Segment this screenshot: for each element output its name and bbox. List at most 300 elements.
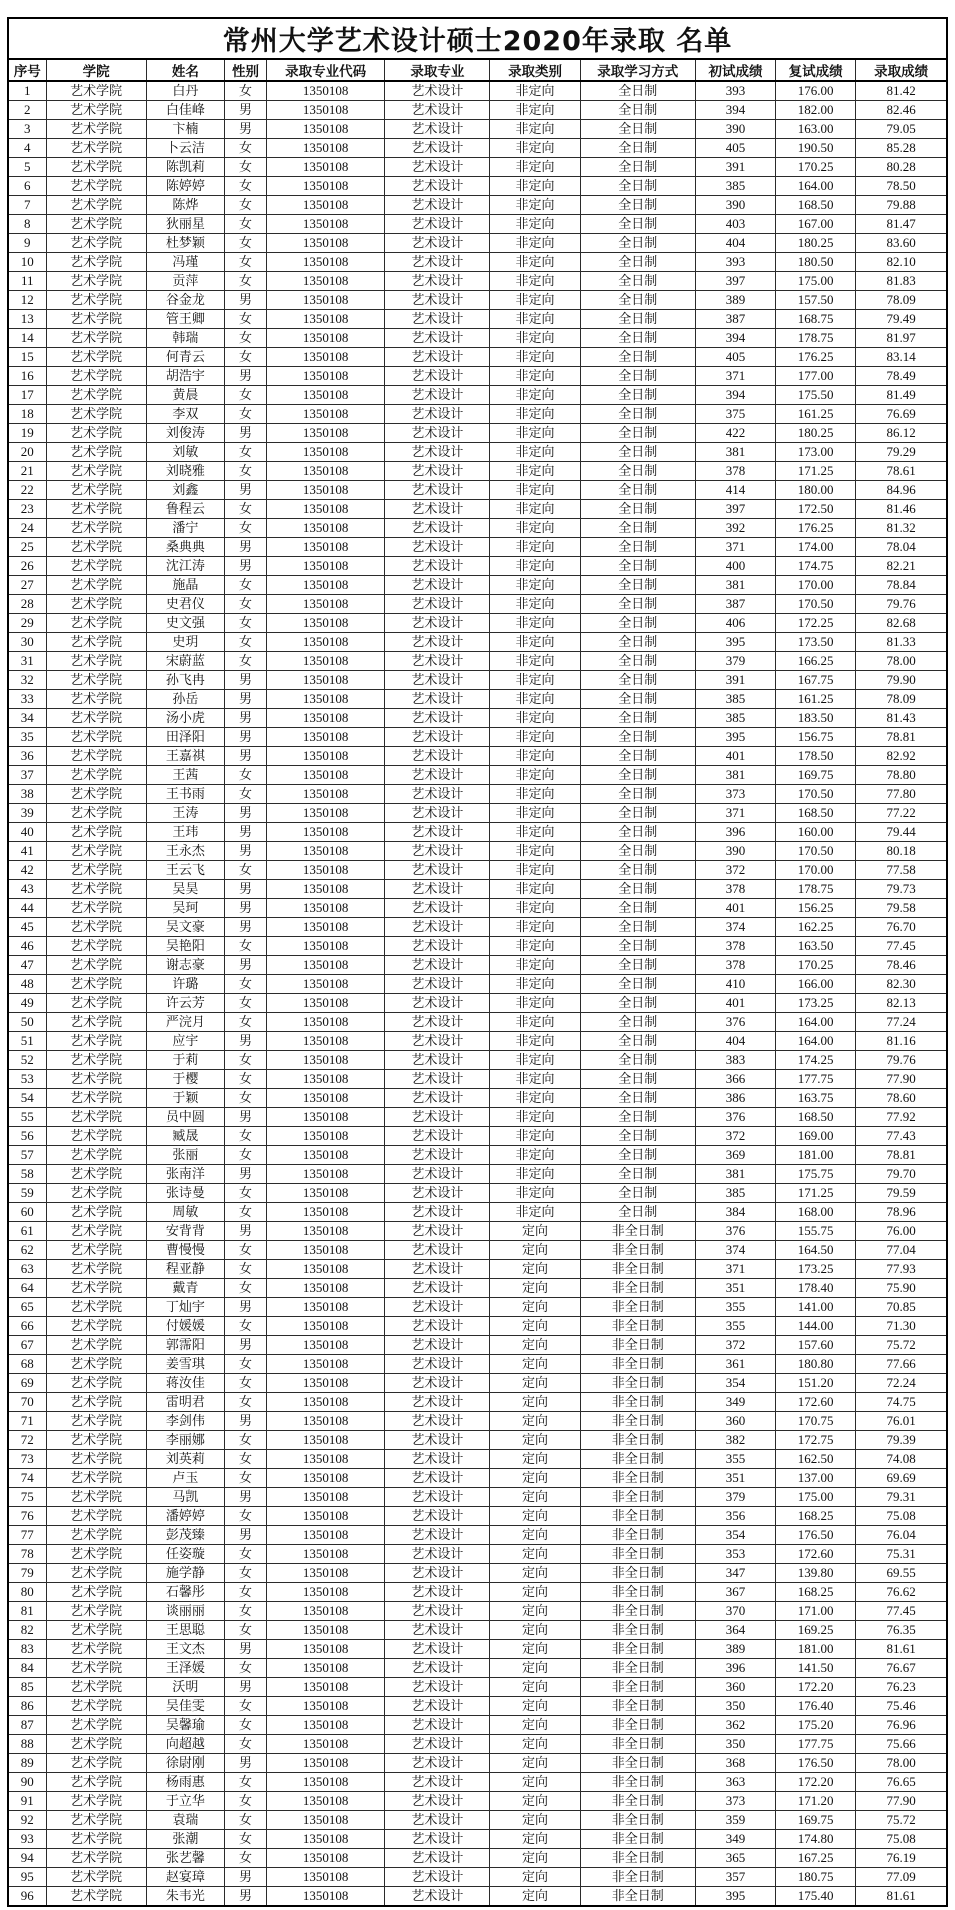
- table-cell: 78.09: [856, 291, 947, 310]
- table-cell: 20: [8, 443, 46, 462]
- table-cell: 定向: [490, 1640, 580, 1659]
- table-cell: 81.97: [856, 329, 947, 348]
- table-cell: 75.08: [856, 1507, 947, 1526]
- table-row: [8, 899, 947, 918]
- table-cell: 艺术设计: [385, 1621, 490, 1640]
- table-cell: 74: [8, 1469, 46, 1488]
- table-cell: 24: [8, 519, 46, 538]
- table-row: [8, 1716, 947, 1735]
- table-cell: 艺术设计: [385, 728, 490, 747]
- table-cell: 非定向: [490, 139, 580, 158]
- table-cell: 汤小虎: [146, 709, 224, 728]
- table-cell: 81.61: [856, 1640, 947, 1659]
- table-cell: 1350108: [267, 1241, 385, 1260]
- table-row: [8, 1488, 947, 1507]
- table-cell: 艺术学院: [46, 1887, 146, 1907]
- table-cell: 全日制: [580, 880, 695, 899]
- table-cell: 182.00: [776, 101, 856, 120]
- table-cell: 1350108: [267, 823, 385, 842]
- table-cell: 非定向: [490, 538, 580, 557]
- table-cell: 174.75: [776, 557, 856, 576]
- table-cell: 定向: [490, 1336, 580, 1355]
- table-cell: 应宇: [146, 1032, 224, 1051]
- table-cell: 全日制: [580, 804, 695, 823]
- table-cell: 2: [8, 101, 46, 120]
- table-cell: 349: [695, 1393, 775, 1412]
- table-cell: 168.50: [776, 196, 856, 215]
- table-cell: 31: [8, 652, 46, 671]
- table-cell: 女: [224, 81, 266, 101]
- table-cell: 艺术学院: [46, 690, 146, 709]
- table-cell: 周敏: [146, 1203, 224, 1222]
- table-cell: 女: [224, 1811, 266, 1830]
- table-cell: 392: [695, 519, 775, 538]
- table-row: [8, 861, 947, 880]
- table-cell: 404: [695, 234, 775, 253]
- table-cell: 1350108: [267, 215, 385, 234]
- table-cell: 郭霈阳: [146, 1336, 224, 1355]
- table-cell: 1350108: [267, 937, 385, 956]
- table-cell: 全日制: [580, 899, 695, 918]
- table-cell: 艺术学院: [46, 1678, 146, 1697]
- table-cell: 78.00: [856, 652, 947, 671]
- table-cell: 非定向: [490, 1184, 580, 1203]
- table-cell: 艺术设计: [385, 804, 490, 823]
- table-cell: 全日制: [580, 937, 695, 956]
- table-row: [8, 1241, 947, 1260]
- table-row: [8, 1811, 947, 1830]
- table-cell: 艺术设计: [385, 348, 490, 367]
- table-cell: 79.31: [856, 1488, 947, 1507]
- table-cell: 非定向: [490, 614, 580, 633]
- table-cell: 非全日制: [580, 1374, 695, 1393]
- table-cell: 393: [695, 81, 775, 101]
- table-cell: 1350108: [267, 1830, 385, 1849]
- table-cell: 78.84: [856, 576, 947, 595]
- table-cell: 1350108: [267, 557, 385, 576]
- table-cell: 男: [224, 823, 266, 842]
- table-cell: 51: [8, 1032, 46, 1051]
- table-cell: 艺术设计: [385, 367, 490, 386]
- table-cell: 79.29: [856, 443, 947, 462]
- table-cell: 艺术设计: [385, 424, 490, 443]
- table-cell: 男: [224, 1868, 266, 1887]
- table-cell: 全日制: [580, 1032, 695, 1051]
- table-cell: 156.75: [776, 728, 856, 747]
- table-cell: 女: [224, 1279, 266, 1298]
- table-cell: 79.49: [856, 310, 947, 329]
- table-cell: 81: [8, 1602, 46, 1621]
- table-cell: 全日制: [580, 215, 695, 234]
- table-cell: 女: [224, 196, 266, 215]
- table-cell: 1350108: [267, 291, 385, 310]
- table-cell: 170.00: [776, 861, 856, 880]
- table-cell: 女: [224, 652, 266, 671]
- table-cell: 艺术学院: [46, 975, 146, 994]
- table-cell: 175.40: [776, 1887, 856, 1907]
- table-cell: 施晶: [146, 576, 224, 595]
- table-cell: 艺术设计: [385, 1811, 490, 1830]
- table-cell: 1350108: [267, 652, 385, 671]
- table-cell: 艺术设计: [385, 1108, 490, 1127]
- table-cell: 82.46: [856, 101, 947, 120]
- table-cell: 390: [695, 842, 775, 861]
- table-cell: 21: [8, 462, 46, 481]
- table-cell: 全日制: [580, 462, 695, 481]
- table-cell: 非定向: [490, 633, 580, 652]
- table-cell: 吴佳雯: [146, 1697, 224, 1716]
- table-cell: 艺术设计: [385, 329, 490, 348]
- page-title: 常州大学艺术设计硕士2020年录取 名单: [8, 18, 947, 59]
- table-cell: 47: [8, 956, 46, 975]
- table-cell: 张艺馨: [146, 1849, 224, 1868]
- table-cell: 非全日制: [580, 1849, 695, 1868]
- table-cell: 员中圆: [146, 1108, 224, 1127]
- table-row: [8, 196, 947, 215]
- table-cell: 357: [695, 1868, 775, 1887]
- table-cell: 女: [224, 1773, 266, 1792]
- table-cell: 175.00: [776, 272, 856, 291]
- table-cell: 非全日制: [580, 1355, 695, 1374]
- header-cell: 初试成绩: [695, 59, 775, 81]
- table-cell: 1350108: [267, 367, 385, 386]
- table-cell: 390: [695, 120, 775, 139]
- table-row: [8, 1108, 947, 1127]
- table-row: [8, 1640, 947, 1659]
- table-cell: 75.46: [856, 1697, 947, 1716]
- table-cell: 女: [224, 1830, 266, 1849]
- table-row: [8, 253, 947, 272]
- table-cell: 定向: [490, 1545, 580, 1564]
- table-cell: 艺术设计: [385, 1526, 490, 1545]
- table-cell: 40: [8, 823, 46, 842]
- table-row: [8, 1412, 947, 1431]
- title-row: [8, 18, 947, 59]
- table-cell: 艺术设计: [385, 1412, 490, 1431]
- table-cell: 定向: [490, 1526, 580, 1545]
- table-row: [8, 1868, 947, 1887]
- table-cell: 艺术学院: [46, 500, 146, 519]
- table-cell: 368: [695, 1754, 775, 1773]
- table-cell: 168.50: [776, 804, 856, 823]
- table-cell: 404: [695, 1032, 775, 1051]
- table-cell: 168.00: [776, 1203, 856, 1222]
- table-cell: 雷明君: [146, 1393, 224, 1412]
- table-cell: 78.09: [856, 690, 947, 709]
- table-cell: 非定向: [490, 215, 580, 234]
- table-cell: 175.50: [776, 386, 856, 405]
- table-cell: 定向: [490, 1507, 580, 1526]
- table-cell: 艺术学院: [46, 1640, 146, 1659]
- table-cell: 定向: [490, 1602, 580, 1621]
- table-cell: 366: [695, 1070, 775, 1089]
- table-cell: 1350108: [267, 1754, 385, 1773]
- table-cell: 艺术设计: [385, 1355, 490, 1374]
- table-cell: 桑典典: [146, 538, 224, 557]
- table-cell: 379: [695, 652, 775, 671]
- table-cell: 84: [8, 1659, 46, 1678]
- table-cell: 77.80: [856, 785, 947, 804]
- table-cell: 定向: [490, 1735, 580, 1754]
- table-cell: 1350108: [267, 1051, 385, 1070]
- table-cell: 64: [8, 1279, 46, 1298]
- table-cell: 全日制: [580, 139, 695, 158]
- table-cell: 350: [695, 1735, 775, 1754]
- table-row: [8, 1602, 947, 1621]
- table-cell: 刘俊涛: [146, 424, 224, 443]
- table-cell: 422: [695, 424, 775, 443]
- table-cell: 76.67: [856, 1659, 947, 1678]
- table-cell: 艺术设计: [385, 1583, 490, 1602]
- table-cell: 全日制: [580, 253, 695, 272]
- table-cell: 女: [224, 158, 266, 177]
- table-cell: 女: [224, 215, 266, 234]
- table-cell: 贡萍: [146, 272, 224, 291]
- table-cell: 1350108: [267, 1868, 385, 1887]
- table-cell: 176.25: [776, 348, 856, 367]
- table-cell: 非全日制: [580, 1811, 695, 1830]
- table-cell: 81.49: [856, 386, 947, 405]
- table-cell: 朱韦光: [146, 1887, 224, 1907]
- table-cell: 381: [695, 766, 775, 785]
- table-cell: 157.50: [776, 291, 856, 310]
- table-cell: 46: [8, 937, 46, 956]
- table-cell: 78.61: [856, 462, 947, 481]
- table-cell: 艺术学院: [46, 1051, 146, 1070]
- table-row: [8, 994, 947, 1013]
- table-cell: 173.00: [776, 443, 856, 462]
- table-cell: 172.20: [776, 1773, 856, 1792]
- table-cell: 全日制: [580, 861, 695, 880]
- table-cell: 405: [695, 139, 775, 158]
- table-cell: 77.43: [856, 1127, 947, 1146]
- header-cell: 复试成绩: [776, 59, 856, 81]
- table-cell: 1350108: [267, 880, 385, 899]
- table-cell: 82.10: [856, 253, 947, 272]
- table-cell: 395: [695, 1887, 775, 1907]
- table-cell: 364: [695, 1621, 775, 1640]
- table-cell: 艺术设计: [385, 101, 490, 120]
- table-cell: 艺术设计: [385, 405, 490, 424]
- table-cell: 168.50: [776, 1108, 856, 1127]
- table-cell: 172.25: [776, 614, 856, 633]
- table-cell: 372: [695, 1127, 775, 1146]
- table-cell: 艺术学院: [46, 747, 146, 766]
- table-cell: 艺术学院: [46, 1089, 146, 1108]
- table-cell: 定向: [490, 1659, 580, 1678]
- table-cell: 176.50: [776, 1526, 856, 1545]
- table-row: [8, 1298, 947, 1317]
- table-cell: 女: [224, 1260, 266, 1279]
- table-cell: 艺术设计: [385, 1165, 490, 1184]
- table-row: [8, 1469, 947, 1488]
- table-cell: 施学静: [146, 1564, 224, 1583]
- table-cell: 全日制: [580, 120, 695, 139]
- table-cell: 艺术设计: [385, 766, 490, 785]
- table-cell: 1350108: [267, 1431, 385, 1450]
- table-cell: 男: [224, 671, 266, 690]
- table-cell: 王云飞: [146, 861, 224, 880]
- table-cell: 77.66: [856, 1355, 947, 1374]
- table-cell: 395: [695, 633, 775, 652]
- table-cell: 93: [8, 1830, 46, 1849]
- table-cell: 女: [224, 1849, 266, 1868]
- table-cell: 男: [224, 956, 266, 975]
- table-cell: 男: [224, 1336, 266, 1355]
- table-cell: 全日制: [580, 272, 695, 291]
- table-cell: 艺术学院: [46, 462, 146, 481]
- table-cell: 75.08: [856, 1830, 947, 1849]
- table-cell: 艺术设计: [385, 1298, 490, 1317]
- table-cell: 79.88: [856, 196, 947, 215]
- table-row: [8, 709, 947, 728]
- table-cell: 艺术设计: [385, 1564, 490, 1583]
- table-cell: 190.50: [776, 139, 856, 158]
- table-cell: 女: [224, 1564, 266, 1583]
- table-cell: 170.50: [776, 595, 856, 614]
- table-cell: 1350108: [267, 253, 385, 272]
- table-cell: 非全日制: [580, 1298, 695, 1317]
- table-cell: 艺术学院: [46, 1393, 146, 1412]
- table-row: [8, 1830, 947, 1849]
- table-cell: 90: [8, 1773, 46, 1792]
- table-cell: 艺术设计: [385, 1146, 490, 1165]
- table-cell: 任姿璇: [146, 1545, 224, 1564]
- table-cell: 1350108: [267, 1070, 385, 1089]
- table-cell: 1350108: [267, 975, 385, 994]
- table-cell: 李剑伟: [146, 1412, 224, 1431]
- table-cell: 宋蔚蓝: [146, 652, 224, 671]
- table-cell: 丁灿宇: [146, 1298, 224, 1317]
- table-cell: 何青云: [146, 348, 224, 367]
- table-cell: 艺术学院: [46, 1488, 146, 1507]
- table-cell: 非定向: [490, 842, 580, 861]
- table-cell: 353: [695, 1545, 775, 1564]
- table-cell: 艺术设计: [385, 994, 490, 1013]
- table-cell: 181.00: [776, 1640, 856, 1659]
- table-cell: 79.39: [856, 1431, 947, 1450]
- table-cell: 96: [8, 1887, 46, 1907]
- table-row: [8, 158, 947, 177]
- table-cell: 艺术学院: [46, 1735, 146, 1754]
- table-cell: 非定向: [490, 177, 580, 196]
- table-cell: 77.92: [856, 1108, 947, 1127]
- table-cell: 49: [8, 994, 46, 1013]
- table-cell: 362: [695, 1716, 775, 1735]
- table-cell: 马凯: [146, 1488, 224, 1507]
- table-cell: 艺术设计: [385, 1716, 490, 1735]
- table-cell: 156.25: [776, 899, 856, 918]
- table-cell: 81.16: [856, 1032, 947, 1051]
- table-cell: 非定向: [490, 861, 580, 880]
- table-row: [8, 1697, 947, 1716]
- table-cell: 1350108: [267, 1279, 385, 1298]
- table-cell: 女: [224, 1146, 266, 1165]
- table-cell: 非定向: [490, 937, 580, 956]
- table-cell: 77: [8, 1526, 46, 1545]
- table-cell: 82.21: [856, 557, 947, 576]
- table-cell: 女: [224, 443, 266, 462]
- table-cell: 男: [224, 1754, 266, 1773]
- table-cell: 艺术设计: [385, 899, 490, 918]
- table-row: [8, 557, 947, 576]
- table-cell: 360: [695, 1412, 775, 1431]
- table-cell: 非全日制: [580, 1868, 695, 1887]
- table-cell: 全日制: [580, 386, 695, 405]
- table-cell: 170.25: [776, 956, 856, 975]
- table-cell: 171.25: [776, 462, 856, 481]
- table-cell: 艺术学院: [46, 367, 146, 386]
- table-cell: 非全日制: [580, 1792, 695, 1811]
- table-cell: 1350108: [267, 671, 385, 690]
- table-cell: 80.18: [856, 842, 947, 861]
- table-cell: 359: [695, 1811, 775, 1830]
- table-cell: 定向: [490, 1374, 580, 1393]
- table-cell: 77.90: [856, 1792, 947, 1811]
- table-cell: 45: [8, 918, 46, 937]
- table-cell: 许云芳: [146, 994, 224, 1013]
- table-cell: 1350108: [267, 1355, 385, 1374]
- table-cell: 全日制: [580, 424, 695, 443]
- table-cell: 艺术学院: [46, 1355, 146, 1374]
- table-row: [8, 728, 947, 747]
- table-cell: 孙岳: [146, 690, 224, 709]
- table-cell: 艺术设计: [385, 1032, 490, 1051]
- table-cell: 女: [224, 937, 266, 956]
- table-cell: 385: [695, 177, 775, 196]
- table-cell: 全日制: [580, 614, 695, 633]
- table-cell: 155.75: [776, 1222, 856, 1241]
- table-cell: 78: [8, 1545, 46, 1564]
- table-cell: 173.25: [776, 1260, 856, 1279]
- table-cell: 376: [695, 1013, 775, 1032]
- table-cell: 401: [695, 747, 775, 766]
- table-cell: 137.00: [776, 1469, 856, 1488]
- table-cell: 艺术学院: [46, 1564, 146, 1583]
- table-cell: 女: [224, 1735, 266, 1754]
- table-cell: 艺术学院: [46, 386, 146, 405]
- table-cell: 396: [695, 823, 775, 842]
- table-cell: 77.93: [856, 1260, 947, 1279]
- table-cell: 406: [695, 614, 775, 633]
- table-cell: 76.62: [856, 1583, 947, 1602]
- table-cell: 艺术学院: [46, 1659, 146, 1678]
- table-cell: 艺术学院: [46, 1773, 146, 1792]
- table-cell: 374: [695, 918, 775, 937]
- table-row: [8, 329, 947, 348]
- table-cell: 臧晟: [146, 1127, 224, 1146]
- table-cell: 177.00: [776, 367, 856, 386]
- table-cell: 183.50: [776, 709, 856, 728]
- table-cell: 75: [8, 1488, 46, 1507]
- table-cell: 81.42: [856, 81, 947, 101]
- table-cell: 354: [695, 1374, 775, 1393]
- table-row: [8, 1260, 947, 1279]
- table-cell: 62: [8, 1241, 46, 1260]
- table-cell: 艺术设计: [385, 272, 490, 291]
- table-cell: 1350108: [267, 1602, 385, 1621]
- table-cell: 男: [224, 481, 266, 500]
- table-cell: 15: [8, 348, 46, 367]
- table-cell: 艺术学院: [46, 196, 146, 215]
- table-cell: 1350108: [267, 1811, 385, 1830]
- table-cell: 艺术设计: [385, 1735, 490, 1754]
- table-cell: 非全日制: [580, 1507, 695, 1526]
- table-cell: 全日制: [580, 443, 695, 462]
- table-row: [8, 1545, 947, 1564]
- table-cell: 全日制: [580, 177, 695, 196]
- table-cell: 女: [224, 1792, 266, 1811]
